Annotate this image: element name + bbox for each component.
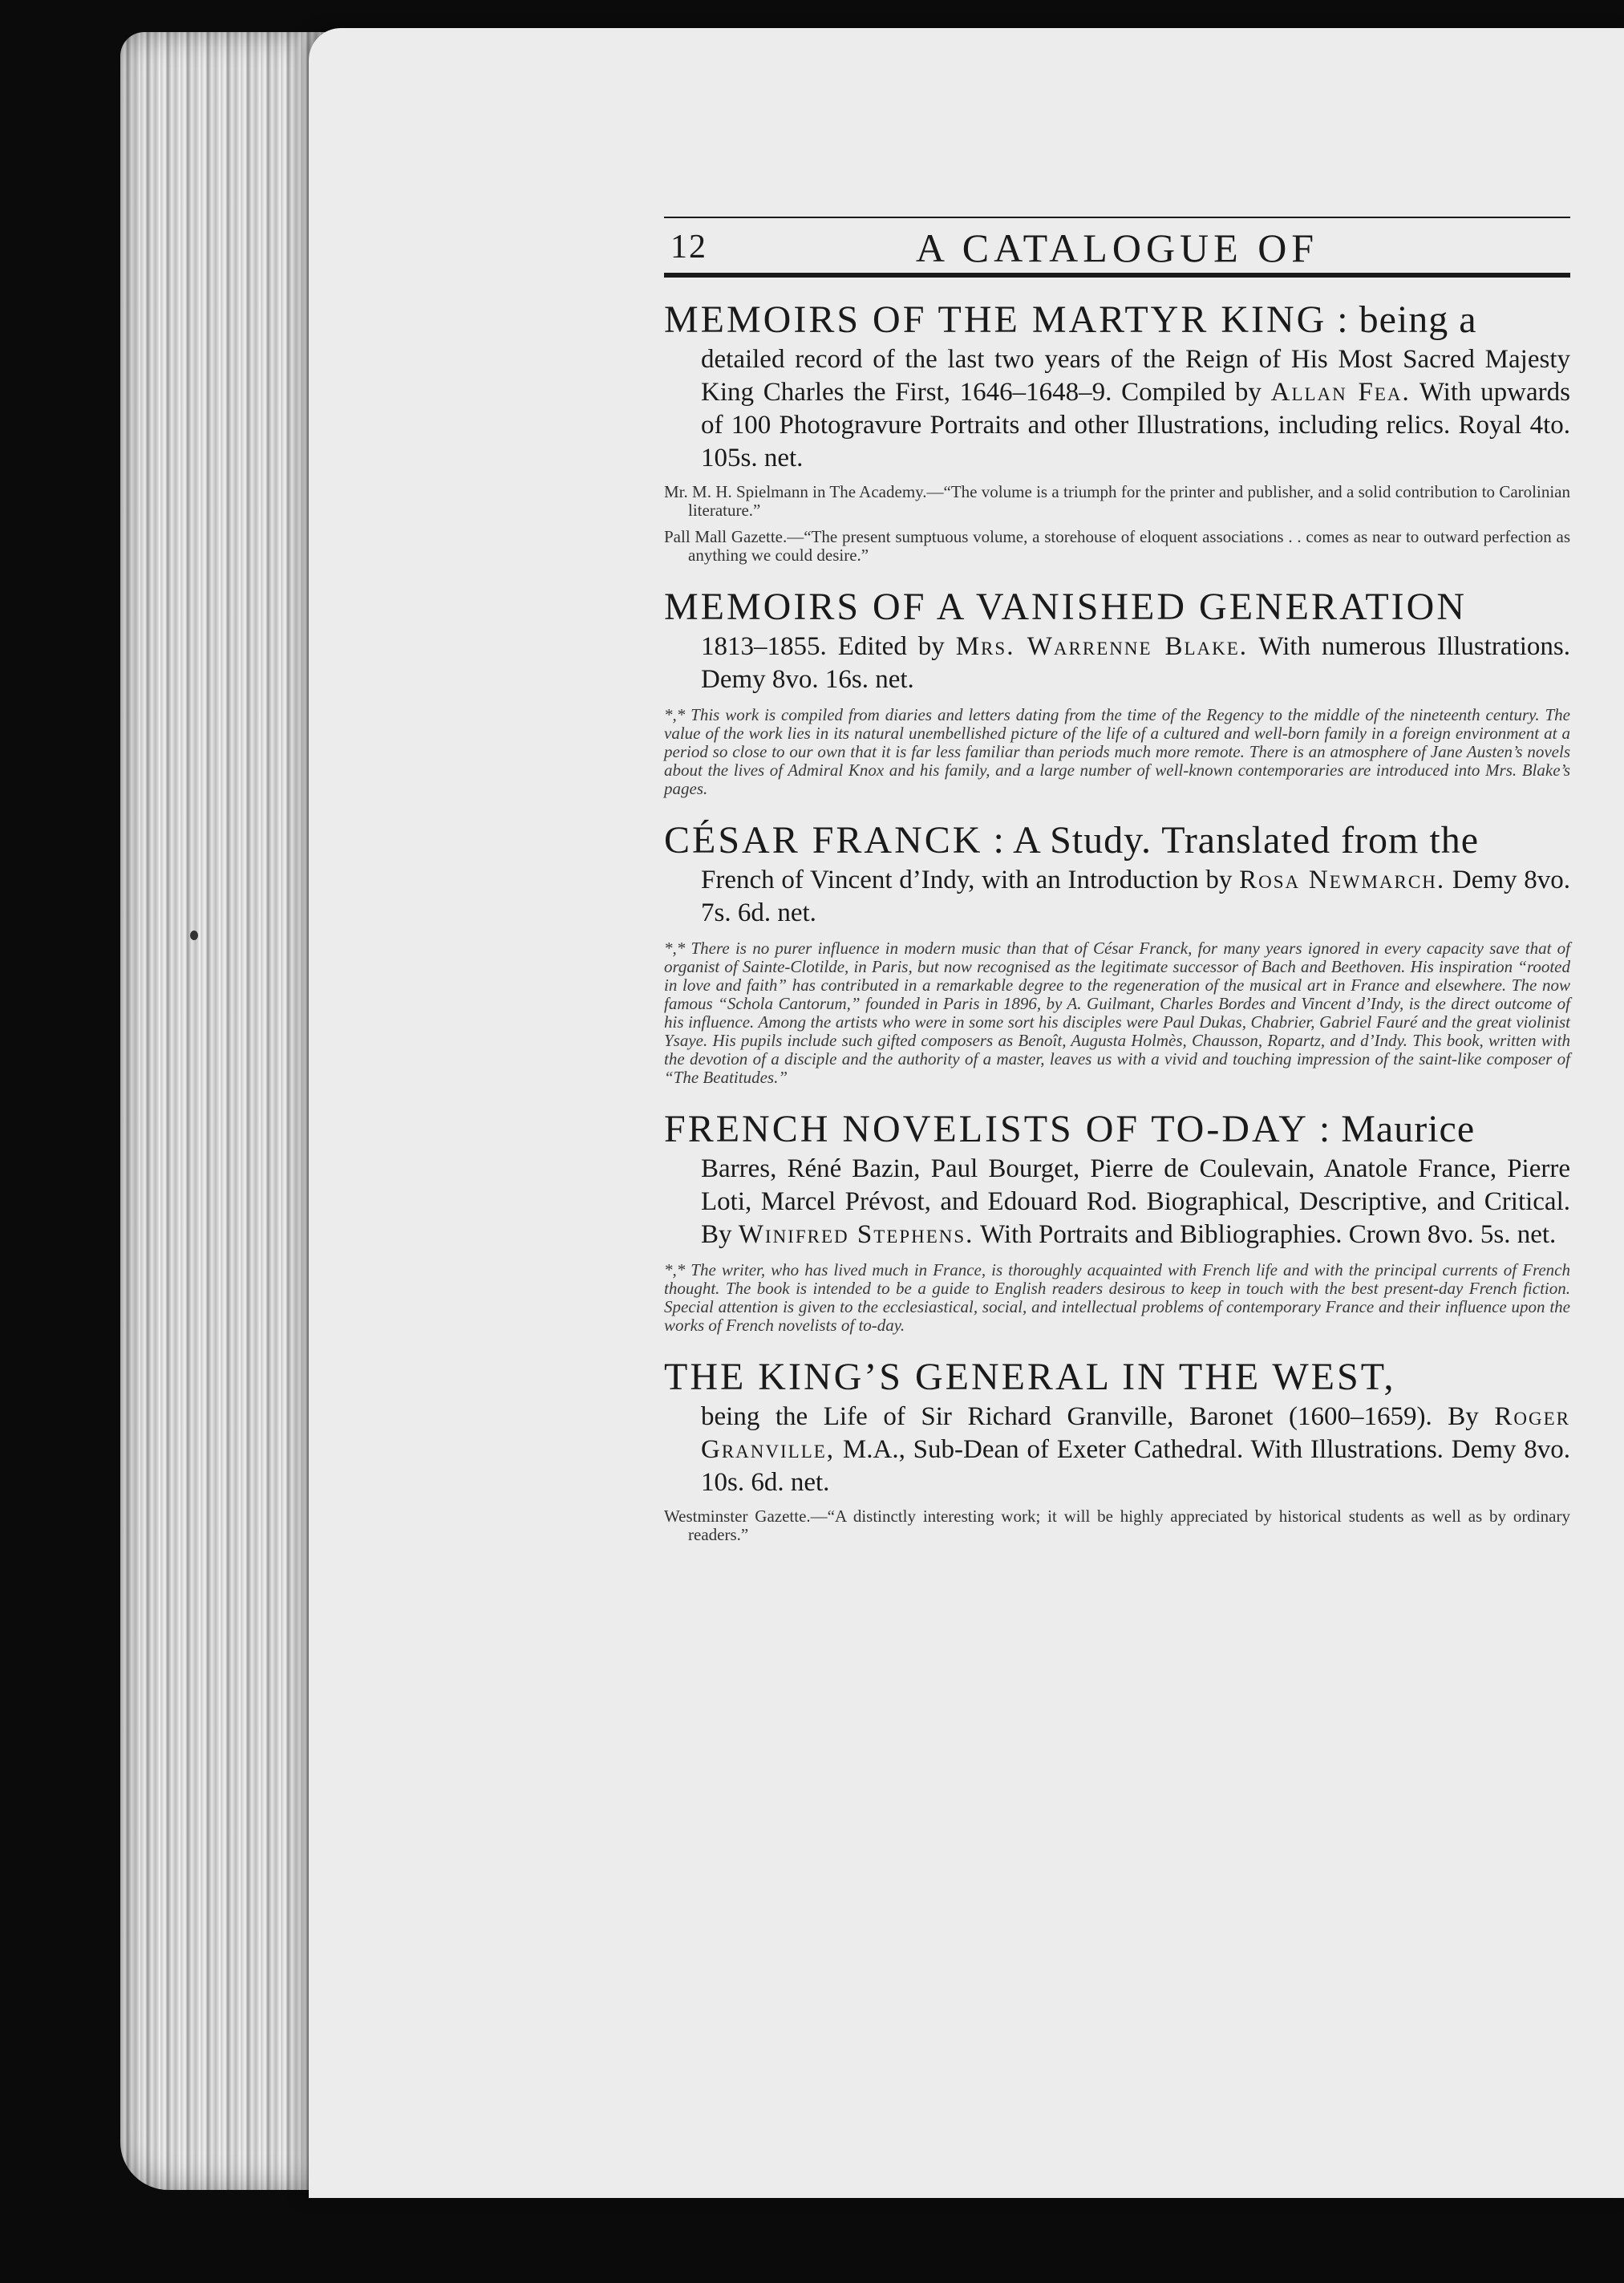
- entry-author: Mrs. Warrenne Blake.: [955, 632, 1249, 661]
- entry-description: detailed record of the last two years of the Reign of His Most Sacred Majesty King Charles the First, 1646–1648–9. Compiled by Allan Fea. With upwards of 100 Photogravure Portraits and other Illustrations, including relics. Royal 4to. 105s. net.: [701, 345, 1570, 472]
- entry-author: Winifred Stephens.: [738, 1220, 974, 1249]
- catalogue-entry: [664, 1106, 1570, 1335]
- running-title: A CATALOGUE OF: [915, 225, 1319, 270]
- entry-title: CÉSAR FRANCK : A Study. Translated from the: [664, 819, 1480, 862]
- entry-author: Rosa Newmarch.: [1239, 866, 1446, 894]
- catalogue-entry: [664, 584, 1570, 798]
- review-quote: Pall Mall Gazette.—“The present sumptuous volume, a storehouse of eloquent associations . . comes as near to outward perfection as anything we could desire.”: [664, 527, 1570, 565]
- entry-title: MEMOIRS OF A VANISHED GENERATION: [664, 586, 1467, 628]
- entry-author: Roger Granville,: [701, 1402, 1570, 1464]
- entry-note: *,* The writer, who has lived much in France, is thoroughly acquainted with French life and with the principal currents of French thought. The book is intended to be a guide to English readers desirous to keep in touch with the best present-day French fiction. Special attention is given to the ecclesiastical, social, and intellectual problems of contemporary France and their influence upon the works of French novelists of to-day.: [664, 1260, 1570, 1335]
- review-quote: Westminster Gazette.—“A distinctly interesting work; it will be highly appreciated by historical students as well as by ordinary readers.”: [664, 1506, 1570, 1544]
- catalogue-entry: [664, 1354, 1570, 1544]
- catalogue-entry: [664, 297, 1570, 565]
- entry-author: Allan Fea.: [1270, 378, 1411, 407]
- page-content: [664, 217, 1570, 1544]
- ink-speck: [190, 931, 198, 940]
- catalogue-entry: [664, 817, 1570, 1087]
- page-number: 12: [670, 229, 707, 266]
- entry-note: *,* This work is compiled from diaries and letters dating from the time of the Regency to the middle of the nineteenth century. The value of the work lies in its natural unembellished picture of the life of a cultured and well-born family in a foreign environment at a period so close to our own that it is far less familiar than periods much more remote. There is an atmosphere of Jane Austen’s novels about the lives of Admiral Knox and his family, and a large number of well-known contemporaries are introduced into Mrs. Blake’s pages.: [664, 705, 1570, 798]
- entry-description: being the Life of Sir Richard Granville, Baronet (1600–1659). By Roger Granville, M.A., Sub-Dean of Exeter Cathedral. With Illustrations. Demy 8vo. 10s. 6d. net.: [701, 1402, 1570, 1497]
- entry-description: Barres, Réné Bazin, Paul Bourget, Pierre de Coulevain, Anatole France, Pierre Loti, Marcel Prévost, and Edouard Rod. Biographical, Descriptive, and Critical. By Winifred Stephens. With Portraits and Bibliographies. Crown 8vo. 5s. net.: [701, 1154, 1570, 1249]
- entry-description: 1813–1855. Edited by Mrs. Warrenne Blake. With numerous Illustrations. Demy 8vo. 16s. net.: [701, 632, 1570, 694]
- entry-title: FRENCH NOVELISTS OF TO-DAY : Maurice: [664, 1108, 1476, 1150]
- page-header: [664, 217, 1570, 278]
- entry-title: MEMOIRS OF THE MARTYR KING : being a: [664, 298, 1477, 341]
- entry-description: French of Vincent d’Indy, with an Introduction by Rosa Newmarch. Demy 8vo. 7s. 6d. net.: [701, 866, 1571, 927]
- entry-title: THE KING’S GENERAL IN THE WEST,: [664, 1356, 1396, 1398]
- entry-note: *,* There is no purer influence in modern music than that of César Franck, for many years ignored in every capacity save that of organist of Sainte-Clotilde, in Paris, but now recognised as the legitimate successor of Bach and Beethoven. His inspiration “rooted in love and faith” has contributed in a remarkable degree to the regeneration of the musical art in France and elsewhere. The now famous “Schola Cantorum,” founded in Paris in 1896, by A. Guilmant, Charles Bordes and Vincent d’Indy, is the direct outcome of his influence. Among the artists who were in some sort his disciples were Paul Dukas, Chabrier, Gabriel Fauré and the great violinist Ysaye. His pupils include such gifted composers as Benoît, Augusta Holmès, Chausson, Ropartz, and d’Indy. This book, written with the devotion of a disciple and the authority of a master, leaves us with a vivid and touching impression of the saint-like composer of “The Beatitudes.”: [664, 939, 1570, 1087]
- review-quote: Mr. M. H. Spielmann in The Academy.—“The volume is a triumph for the printer and publisher, and a solid contribution to Carolinian literature.”: [664, 482, 1570, 520]
